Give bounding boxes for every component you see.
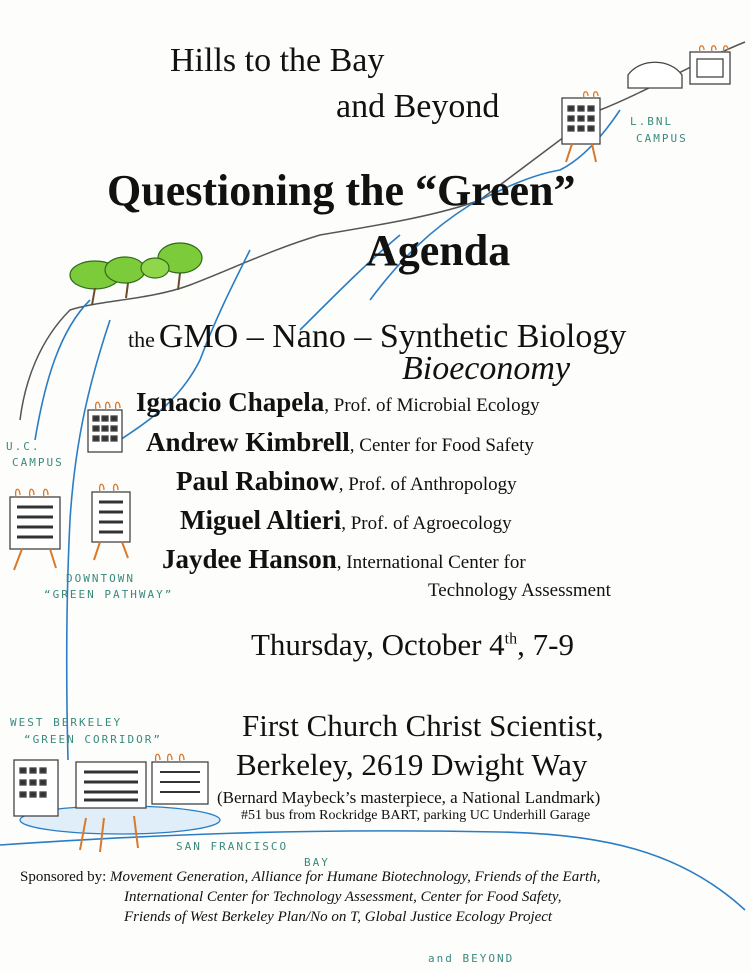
speaker-row bbox=[146, 427, 534, 458]
speaker-role: , Prof. of Agroecology bbox=[341, 513, 512, 534]
map-label-green-pathway: “GREEN PATHWAY” bbox=[44, 588, 174, 601]
sponsors-list-1: Movement Generation, Alliance for Humane Biotechnology, Friends of the Earth, bbox=[110, 869, 601, 885]
map-label-west-berkeley: WEST BERKELEY bbox=[10, 716, 123, 729]
trees bbox=[70, 243, 202, 305]
speaker-name: Ignacio Chapela bbox=[136, 387, 325, 417]
page-title-line-1: Questioning the “Green” bbox=[107, 166, 576, 215]
event-date-time: , 7-9 bbox=[517, 627, 574, 662]
map-label-lbnl: L.BNL bbox=[630, 115, 674, 128]
map-label-green-corridor: “GREEN CORRIDOR” bbox=[24, 733, 162, 746]
subtitle-main: GMO – Nano – Synthetic Biology bbox=[158, 318, 627, 355]
sponsors-line-3: Friends of West Berkeley Plan/No on T, Global Justice Ecology Project bbox=[124, 909, 553, 925]
speaker-role: , International Center for bbox=[336, 552, 526, 573]
event-date bbox=[251, 627, 574, 663]
venue-note: (Bernard Maybeck’s masterpiece, a National Landmark) bbox=[217, 788, 601, 807]
speaker-row bbox=[180, 505, 512, 536]
map-label-uc: U.C. bbox=[6, 440, 41, 453]
sponsors-label: Sponsored by: bbox=[20, 869, 107, 885]
map-label-downtown: DOWNTOWN bbox=[66, 572, 135, 585]
venue-line-2: Berkeley, 2619 Dwight Way bbox=[236, 747, 588, 782]
speaker-name: Miguel Altieri bbox=[180, 505, 342, 535]
map-label-beyond: and BEYOND bbox=[428, 952, 515, 965]
event-date-superscript: th bbox=[504, 630, 518, 648]
map-label-lbnl-campus: CAMPUS bbox=[636, 132, 688, 145]
uc-building bbox=[88, 402, 122, 452]
speaker-row bbox=[162, 544, 526, 575]
map-label-sf: SAN FRANCISCO bbox=[176, 840, 289, 853]
subtitle-italic: Bioeconomy bbox=[402, 350, 571, 387]
speaker-name: Jaydee Hanson bbox=[162, 544, 337, 574]
header-line-2: and Beyond bbox=[336, 88, 500, 125]
speaker-role: , Prof. of Anthropology bbox=[338, 474, 517, 495]
subtitle-prefix: the bbox=[128, 327, 155, 352]
speaker-role: , Center for Food Safety bbox=[349, 435, 534, 456]
speaker-name: Andrew Kimbrell bbox=[146, 427, 350, 457]
speaker-row bbox=[136, 387, 540, 418]
speaker-role-continued: Technology Assessment bbox=[428, 580, 611, 601]
venue-line-1: First Church Christ Scientist, bbox=[242, 708, 604, 743]
header-line-1: Hills to the Bay bbox=[170, 42, 385, 79]
map-label-uc-campus: CAMPUS bbox=[12, 456, 64, 469]
speaker-name: Paul Rabinow bbox=[176, 466, 339, 496]
speaker-role: , Prof. of Microbial Ecology bbox=[324, 395, 540, 416]
venue-transit: #51 bus from Rockridge BART, parking UC Underhill Garage bbox=[241, 808, 591, 823]
map-label-bay: BAY bbox=[304, 856, 330, 869]
sponsors-line-1 bbox=[20, 869, 600, 886]
event-date-main: Thursday, October 4 bbox=[251, 627, 505, 662]
sponsors-line-2: International Center for Technology Assessment, Center for Food Safety, bbox=[124, 889, 562, 905]
page-title-line-2: Agenda bbox=[366, 226, 511, 275]
speaker-row bbox=[176, 466, 517, 497]
